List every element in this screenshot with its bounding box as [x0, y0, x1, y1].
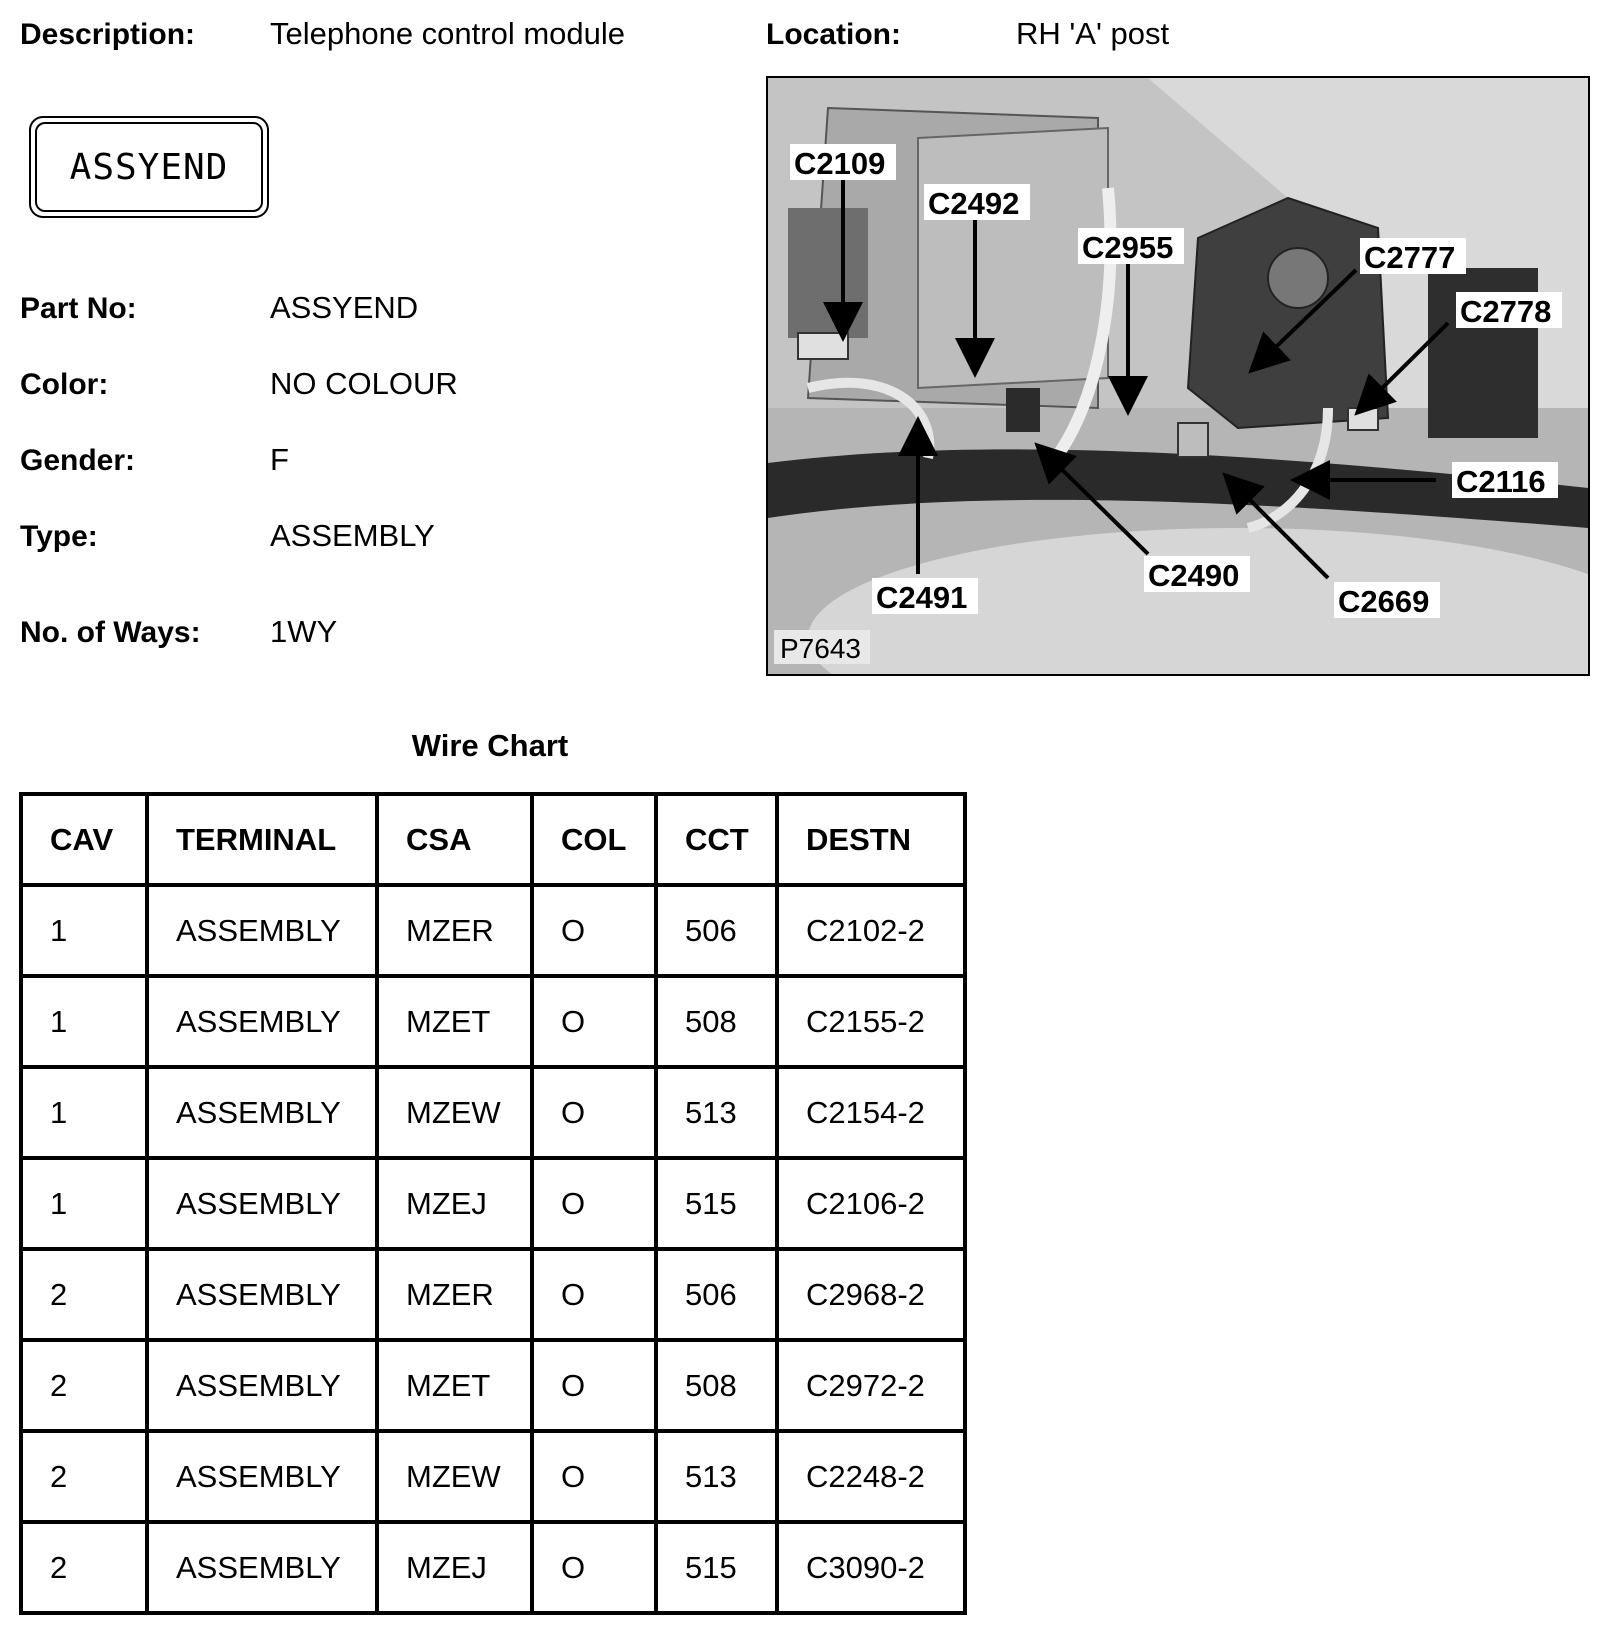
col-header-destn: DESTN [777, 794, 965, 885]
callout-c2491: C2491 [876, 580, 968, 615]
table-row [21, 1158, 965, 1249]
cell-csa: MZEJ [377, 1158, 532, 1249]
cell-csa: MZET [377, 976, 532, 1067]
col-header-col: COL [532, 794, 656, 885]
control-unit-knob [1268, 248, 1328, 308]
cell-cct: 508 [656, 1340, 777, 1431]
cell-col: O [532, 885, 656, 976]
connector-c2490-body [1006, 388, 1040, 432]
table-row [21, 976, 965, 1067]
cell-destn: C3090-2 [777, 1522, 965, 1613]
part-stamp-text: ASSYEND [35, 122, 263, 212]
wire-chart-header-row [21, 794, 965, 885]
cell-cav: 1 [21, 1158, 147, 1249]
cell-cct: 513 [656, 1067, 777, 1158]
cell-destn: C2968-2 [777, 1249, 965, 1340]
cell-destn: C2248-2 [777, 1431, 965, 1522]
wire-chart-title: Wire Chart [411, 728, 569, 763]
cell-cct: 506 [656, 1249, 777, 1340]
cell-cav: 2 [21, 1249, 147, 1340]
cell-cct: 506 [656, 885, 777, 976]
connector-c2778-body [1348, 408, 1378, 430]
cell-cct: 508 [656, 976, 777, 1067]
table-row [21, 1431, 965, 1522]
col-header-cct: CCT [656, 794, 777, 885]
callout-c2116: C2116 [1456, 464, 1546, 499]
cell-destn: C2155-2 [777, 976, 965, 1067]
cell-terminal: ASSEMBLY [147, 1431, 377, 1522]
color-label: Color: [20, 368, 109, 401]
cell-col: O [532, 1067, 656, 1158]
cell-cav: 1 [21, 885, 147, 976]
cell-csa: MZER [377, 885, 532, 976]
part-no-label: Part No: [20, 292, 137, 325]
table-row [21, 1340, 965, 1431]
cell-cav: 2 [21, 1522, 147, 1613]
callout-c2955: C2955 [1082, 230, 1174, 265]
cell-cct: 515 [656, 1158, 777, 1249]
cell-csa: MZER [377, 1249, 532, 1340]
cell-col: O [532, 1249, 656, 1340]
cell-cav: 1 [21, 976, 147, 1067]
description-value: Telephone control module [270, 16, 626, 51]
cell-destn: C2972-2 [777, 1340, 965, 1431]
cell-destn: C2102-2 [777, 885, 965, 976]
col-header-csa: CSA [377, 794, 532, 885]
cell-cct: 515 [656, 1522, 777, 1613]
cell-csa: MZEW [377, 1431, 532, 1522]
cell-col: O [532, 1340, 656, 1431]
cell-terminal: ASSEMBLY [147, 1340, 377, 1431]
callout-c2492: C2492 [928, 186, 1020, 221]
cell-destn: C2106-2 [777, 1158, 965, 1249]
description-label: Description: [20, 18, 196, 51]
cell-col: O [532, 1431, 656, 1522]
col-header-cav: CAV [21, 794, 147, 885]
cell-csa: MZEJ [377, 1522, 532, 1613]
callout-c2490: C2490 [1148, 558, 1240, 593]
callout-c2669: C2669 [1338, 584, 1430, 619]
cell-csa: MZEW [377, 1067, 532, 1158]
wire-chart-table [19, 792, 967, 1615]
table-row [21, 1067, 965, 1158]
cell-col: O [532, 976, 656, 1067]
table-row [21, 885, 965, 976]
table-row [21, 1249, 965, 1340]
cell-cav: 2 [21, 1431, 147, 1522]
callout-c2777: C2777 [1364, 240, 1456, 275]
cell-terminal: ASSEMBLY [147, 1249, 377, 1340]
connector-c2109-body [798, 333, 848, 359]
cell-cct: 513 [656, 1431, 777, 1522]
ways-label: No. of Ways: [20, 616, 201, 649]
cell-col: O [532, 1158, 656, 1249]
connector-c2669-body [1178, 423, 1208, 457]
type-value: ASSEMBLY [270, 518, 435, 553]
location-figure [766, 76, 1590, 676]
color-value: NO COLOUR [270, 366, 458, 401]
part-stamp [29, 116, 269, 218]
type-label: Type: [20, 520, 98, 553]
location-label: Location: [766, 18, 901, 51]
location-value: RH 'A' post [1016, 16, 1170, 51]
table-row [21, 1522, 965, 1613]
ways-value: 1WY [270, 614, 338, 649]
col-header-terminal: TERMINAL [147, 794, 377, 885]
callout-c2109: C2109 [794, 146, 886, 181]
cell-terminal: ASSEMBLY [147, 885, 377, 976]
cell-destn: C2154-2 [777, 1067, 965, 1158]
control-unit-box [1188, 198, 1388, 428]
cell-cav: 1 [21, 1067, 147, 1158]
cell-csa: MZET [377, 1340, 532, 1431]
gender-label: Gender: [20, 444, 136, 477]
gender-value: F [270, 442, 289, 477]
cell-cav: 2 [21, 1340, 147, 1431]
cell-terminal: ASSEMBLY [147, 1067, 377, 1158]
figure-id: P7643 [780, 633, 861, 664]
part-no-value: ASSYEND [270, 290, 419, 325]
module-bracket [788, 208, 868, 338]
cell-terminal: ASSEMBLY [147, 976, 377, 1067]
cell-terminal: ASSEMBLY [147, 1522, 377, 1613]
callout-c2778: C2778 [1460, 294, 1552, 329]
cell-col: O [532, 1522, 656, 1613]
cell-terminal: ASSEMBLY [147, 1158, 377, 1249]
